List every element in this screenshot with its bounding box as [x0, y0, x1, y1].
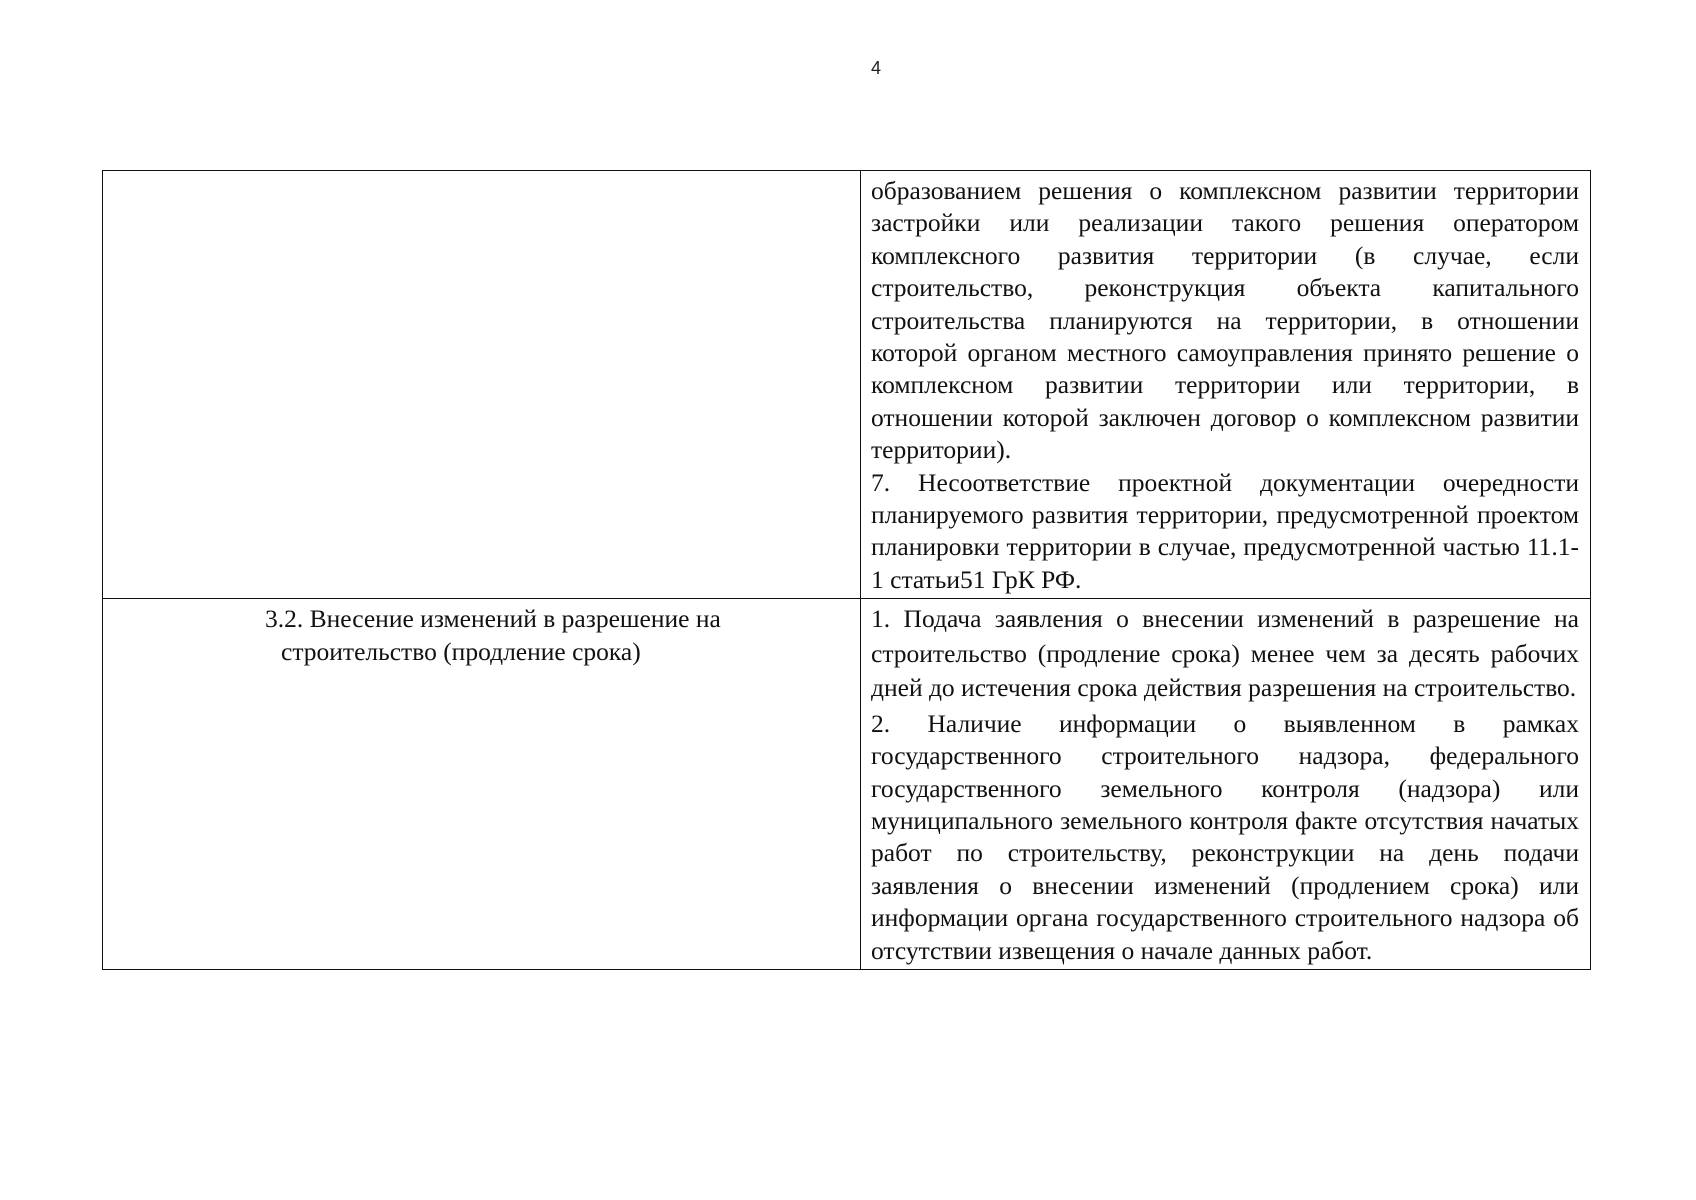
table-cell-right: [861, 599, 1591, 970]
empty-cell: [103, 171, 860, 175]
table-cell-left: [103, 171, 861, 599]
paragraph: 7. Несоответствие проектной документации очередности планируемого развития территории, предусмотренной проектом планировки территории в случае, предусмотренной частью 11.1-1 статьи51 ГрК РФ.: [871, 467, 1579, 594]
table-cell-right: [861, 171, 1591, 599]
section-title: [265, 603, 850, 668]
paragraph: 2. Наличие информации о выявленном в рамках государственного строительного надзора, федерального государственного земельного контроля (надзора) или муниципального земельного контроля факте отсутствия начатых работ по строительству, реконструкции на день подачи заявления о внесении изменений (продлением срока) или информации органа государственного строительного надзора об отсутствии извещения о начале данных работ.: [871, 708, 1579, 965]
section-title-line: строительство (продление срока): [281, 636, 641, 666]
paragraph: образованием решения о комплексном развитии территории застройки или реализации такого решения оператором комплексного развития территории (в случае, если строительство, реконструкция объекта капитального строительства планируются на территории, в отношении которой органом местного самоуправления принято решение о комплексном развитии территории или территории, в отношении которой заключен договор о комплексном развитии территории).: [871, 176, 1579, 465]
table-row: [103, 171, 1591, 599]
grounds-table: [102, 170, 1591, 970]
section-title-line: 3.2. Внесение изменений в разрешение на: [265, 604, 721, 634]
paragraph: 1. Подача заявления о внесении изменений в разрешение на строительство (продление срока) менее чем за десять рабочих дней до истечения срока действия разрешения на строительство.: [871, 604, 1579, 703]
table-cell-left: [103, 599, 861, 970]
page-number: 4: [870, 58, 881, 78]
table-row: [103, 599, 1591, 970]
